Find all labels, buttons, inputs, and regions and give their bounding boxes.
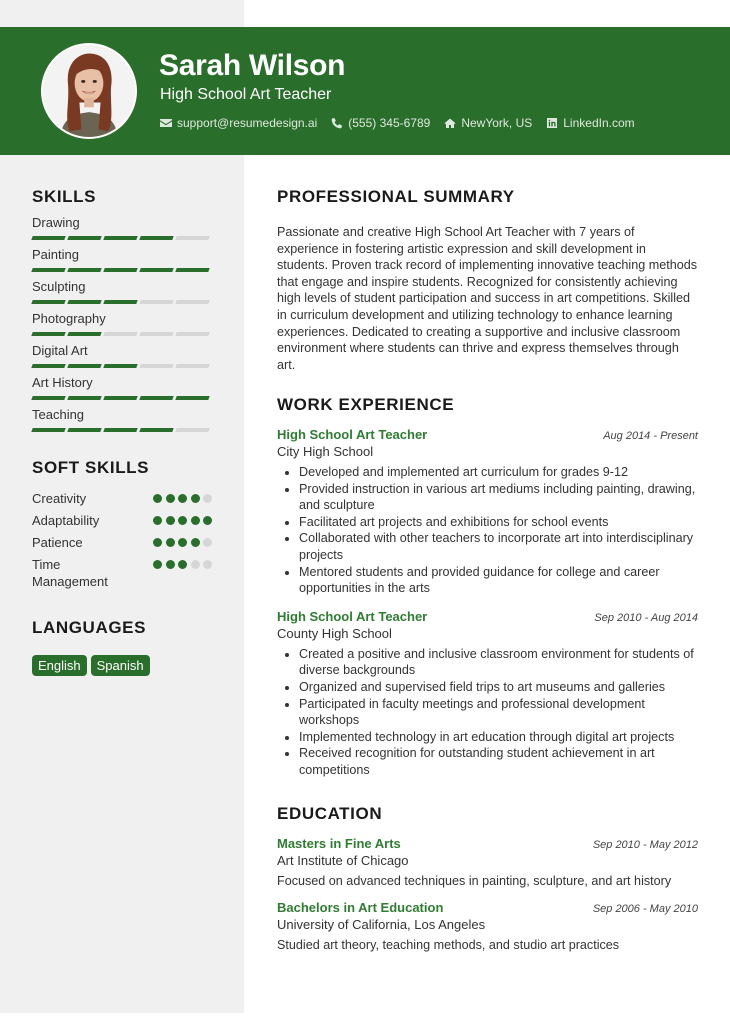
summary-text: Passionate and creative High School Art Teacher with 7 years of experience in fostering artistic expression and skill development in students. Proven track record of implementing innovative teaching methods that engage and inspire students. Recognized for consistently achieving high levels of student participation and success in art competitions. Skilled in curriculum development and utilizing technology to enhance learning experiences. Dedicated to creating a supportive and inclusive classroom environment where students can thrive and express themselves through art. — [277, 225, 698, 372]
rating-dot-icon — [203, 494, 212, 503]
skill-level-segment — [103, 300, 137, 304]
rating-dot-icon — [203, 560, 212, 569]
skill-item — [32, 407, 212, 432]
language-badge: Spanish — [91, 655, 150, 676]
education-section — [277, 804, 698, 952]
contact-email-text: support@resumedesign.ai — [177, 116, 318, 130]
education-list — [277, 836, 698, 952]
experience-heading: WORK EXPERIENCE — [277, 395, 455, 414]
rating-dot-icon — [191, 494, 200, 503]
languages-heading: LANGUAGES — [32, 618, 147, 637]
skill-level-segment — [139, 364, 173, 368]
soft-skills-list — [32, 490, 212, 590]
soft-skill-item — [32, 512, 212, 529]
skill-level-segment — [31, 300, 65, 304]
skill-item — [32, 375, 212, 400]
contact-email[interactable] — [160, 116, 317, 130]
soft-skill-name: Patience — [32, 535, 83, 550]
rating-dot-icon — [166, 560, 175, 569]
soft-skill-rating — [150, 538, 213, 547]
contact-linkedin[interactable] — [546, 116, 634, 130]
soft-skill-name: Creativity — [32, 491, 87, 506]
skill-level-bar — [32, 396, 212, 400]
skill-level-segment — [31, 332, 65, 336]
soft-skill-item — [32, 490, 212, 507]
education-entry — [277, 900, 698, 952]
contact-row — [160, 116, 649, 130]
responsibility-list — [277, 646, 698, 779]
skill-name: Photography — [32, 311, 106, 326]
skill-level-segment — [175, 268, 209, 272]
responsibility-item: • Collaborated with other teachers to incorporate art into interdisciplinary projects — [299, 530, 698, 563]
experience-section — [277, 395, 698, 779]
experience-entry — [277, 609, 698, 779]
skill-level-segment — [175, 364, 209, 368]
skill-name: Drawing — [32, 215, 80, 230]
skill-level-segment — [175, 396, 209, 400]
skill-level-segment — [103, 332, 137, 336]
responsibility-item: • Implemented technology in art education through digital art projects — [299, 729, 698, 746]
avatar-photo-icon — [43, 45, 135, 137]
responsibility-item: • Received recognition for outstanding student achievement in art competitions — [299, 745, 698, 778]
rating-dot-icon — [153, 494, 162, 503]
entry-header — [277, 900, 698, 915]
skill-level-segment — [139, 300, 173, 304]
skills-list — [32, 215, 212, 432]
skill-item — [32, 279, 212, 304]
rating-dot-icon — [203, 538, 212, 547]
skill-level-segment — [175, 332, 209, 336]
skill-level-segment — [103, 396, 137, 400]
home-icon — [444, 117, 456, 129]
skill-level-segment — [139, 332, 173, 336]
skill-name: Sculpting — [32, 279, 86, 294]
skill-level-segment — [175, 236, 209, 240]
skills-section — [32, 187, 212, 432]
soft-skill-rating — [150, 494, 213, 503]
degree-title: Masters in Fine Arts — [277, 836, 401, 851]
rating-dot-icon — [178, 494, 187, 503]
rating-dot-icon — [153, 538, 162, 547]
entry-header — [277, 836, 698, 851]
skill-level-segment — [139, 268, 173, 272]
skill-level-segment — [67, 428, 101, 432]
education-dates: Sep 2010 - May 2012 — [592, 839, 698, 851]
education-description: Focused on advanced techniques in painting, sculpture, and art history — [277, 874, 672, 888]
skill-name: Painting — [32, 247, 79, 262]
responsibility-item: • Mentored students and provided guidance for college and career opportunities in the arts — [299, 564, 698, 597]
experience-entry — [277, 427, 698, 597]
job-dates: Sep 2010 - Aug 2014 — [594, 611, 698, 624]
language-badge: English — [32, 655, 87, 676]
skill-level-segment — [175, 300, 209, 304]
soft-skills-heading: SOFT SKILLS — [32, 458, 150, 477]
skill-level-segment — [67, 396, 101, 400]
skill-level-bar — [32, 332, 212, 336]
job-dates: Aug 2014 - Present — [603, 430, 698, 442]
responsibility-item: • Facilitated art projects and exhibitions for school events — [299, 514, 698, 531]
skill-item — [32, 311, 212, 336]
responsibility-item: • Developed and implemented art curriculum for grades 9-12 — [299, 464, 698, 481]
school-name: Art Institute of Chicago — [277, 853, 409, 868]
skill-item — [32, 247, 212, 272]
education-dates: Sep 2006 - May 2010 — [592, 903, 698, 915]
summary-heading: PROFESSIONAL SUMMARY — [277, 187, 515, 206]
languages-list — [32, 655, 212, 676]
skill-name: Digital Art — [32, 343, 88, 358]
skill-level-segment — [31, 268, 65, 272]
skill-level-segment — [31, 396, 65, 400]
rating-dot-icon — [153, 516, 162, 525]
envelope-icon — [160, 117, 172, 129]
resume-header — [0, 27, 730, 155]
education-entry — [277, 836, 698, 888]
education-description: Studied art theory, teaching methods, and studio art practices — [277, 938, 620, 952]
education-heading: EDUCATION — [277, 804, 383, 823]
skills-heading: SKILLS — [32, 187, 97, 206]
skill-level-segment — [31, 236, 65, 240]
entry-header — [277, 427, 698, 442]
entry-header — [277, 609, 698, 624]
rating-dot-icon — [178, 538, 187, 547]
summary-section — [277, 187, 698, 373]
skill-level-segment — [139, 396, 173, 400]
skill-level-bar — [32, 364, 212, 368]
skill-name: Art History — [32, 375, 93, 390]
responsibility-item: • Provided instruction in various art mediums including painting, drawing, and sculpture — [299, 481, 698, 514]
avatar — [41, 43, 137, 139]
responsibility-item: • Organized and supervised field trips to art museums and galleries — [299, 679, 698, 696]
rating-dot-icon — [191, 538, 200, 547]
skill-level-segment — [31, 364, 65, 368]
rating-dot-icon — [191, 516, 200, 525]
rating-dot-icon — [178, 560, 187, 569]
skill-item — [32, 343, 212, 368]
skill-level-bar — [32, 268, 212, 272]
skill-item — [32, 215, 212, 240]
job-title: High School Art Teacher — [277, 608, 428, 624]
contact-phone-text: (555) 345-6789 — [348, 116, 431, 130]
contact-linkedin-text: LinkedIn.com — [563, 116, 635, 130]
skill-level-segment — [103, 364, 137, 368]
phone-icon — [331, 117, 343, 129]
degree-title: Bachelors in Art Education — [277, 900, 444, 915]
soft-skill-rating — [150, 516, 213, 525]
candidate-title: High School Art Teacher — [160, 86, 332, 103]
rating-dot-icon — [191, 560, 200, 569]
soft-skill-name: Time Management — [32, 557, 108, 589]
skill-name: Teaching — [32, 407, 85, 422]
skill-level-segment — [67, 236, 101, 240]
skill-level-segment — [67, 364, 101, 368]
skill-level-segment — [139, 428, 173, 432]
skill-level-segment — [67, 268, 101, 272]
responsibility-list — [277, 464, 698, 597]
skill-level-bar — [32, 236, 212, 240]
skill-level-segment — [175, 428, 209, 432]
skill-level-bar — [32, 428, 212, 432]
job-title: High School Art Teacher — [277, 427, 428, 442]
soft-skill-rating — [150, 560, 213, 569]
linkedin-icon — [546, 117, 558, 129]
skill-level-segment — [67, 300, 101, 304]
rating-dot-icon — [166, 516, 175, 525]
rating-dot-icon — [178, 516, 187, 525]
soft-skill-item — [32, 534, 212, 551]
skill-level-segment — [67, 332, 101, 336]
school-name: University of California, Los Angeles — [277, 917, 486, 932]
contact-location — [444, 116, 532, 130]
rating-dot-icon — [166, 538, 175, 547]
responsibility-item: • Created a positive and inclusive classroom environment for students of diverse backgrounds — [299, 646, 698, 679]
skill-level-segment — [103, 236, 137, 240]
skill-level-bar — [32, 300, 212, 304]
languages-section — [32, 618, 212, 676]
skill-level-segment — [31, 428, 65, 432]
employer-name: County High School — [277, 625, 392, 641]
rating-dot-icon — [203, 516, 212, 525]
soft-skills-section — [32, 458, 212, 590]
employer-name: City High School — [277, 444, 374, 459]
contact-location-text: NewYork, US — [461, 116, 533, 130]
candidate-name: Sarah Wilson — [159, 49, 346, 82]
skill-level-segment — [139, 236, 173, 240]
skill-level-segment — [103, 428, 137, 432]
soft-skill-name: Adaptability — [32, 513, 100, 528]
contact-phone[interactable] — [331, 116, 430, 130]
rating-dot-icon — [153, 560, 162, 569]
soft-skill-item — [32, 556, 212, 590]
responsibility-item: • Participated in faculty meetings and professional development workshops — [299, 696, 698, 729]
rating-dot-icon — [166, 494, 175, 503]
experience-list — [277, 427, 698, 779]
skill-level-segment — [103, 268, 137, 272]
